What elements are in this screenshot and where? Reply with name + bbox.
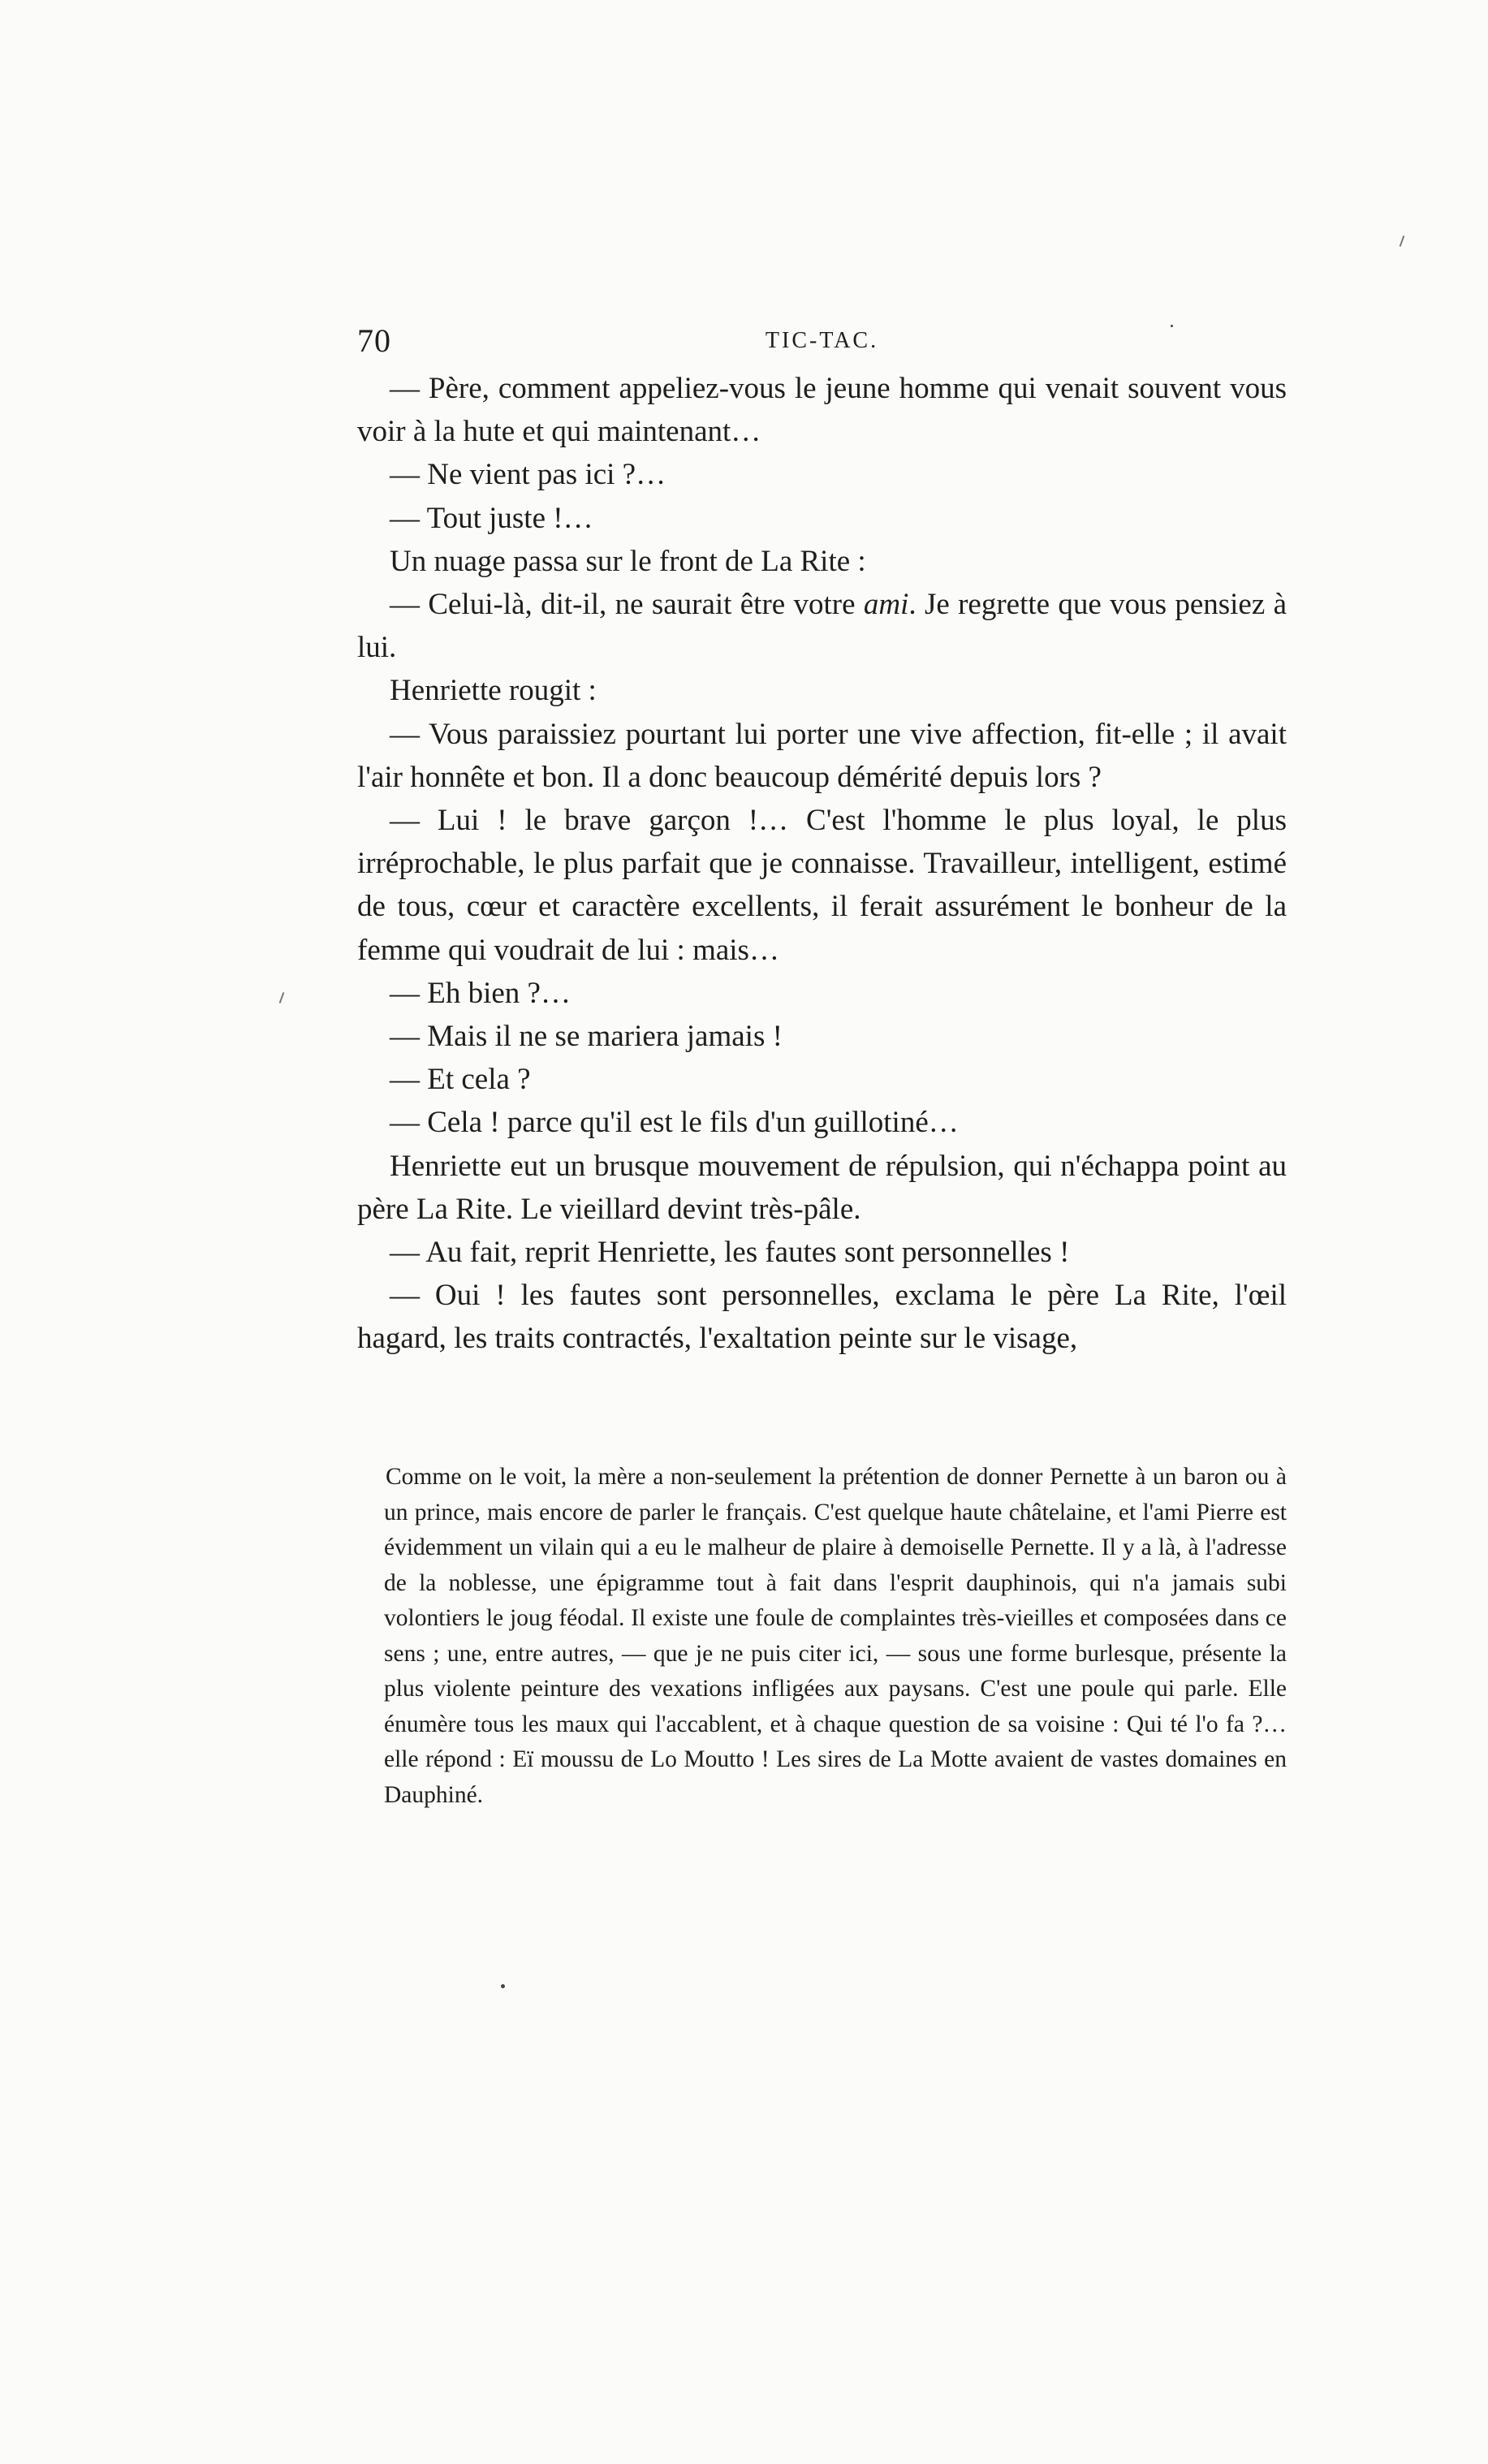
scan-mark (279, 992, 285, 1003)
page-number: 70 (357, 322, 391, 359)
paragraph: — Et cela ? (390, 1063, 531, 1097)
paragraph: — Père, comment appeliez-vous le jeune homme qui venait souvent vous voir à la hute et qui maintenant… (357, 372, 1287, 449)
paragraph: — Cela ! parce qu'il est le fils d'un guillotiné… (390, 1106, 959, 1140)
main-text (357, 367, 1287, 1361)
paragraph: — Au fait, reprit Henriette, les fautes sont personnelles ! (390, 1236, 1070, 1270)
paragraph: Henriette rougit : (390, 674, 597, 708)
paragraph: — Tout juste !… (390, 501, 593, 535)
paragraph: — Mais il ne se mariera jamais ! (390, 1020, 783, 1054)
ink-speck (501, 1984, 505, 1988)
page-header (357, 321, 1287, 370)
paragraph: — Ne vient pas ici ?… (390, 458, 666, 492)
running-title: TIC-TAC. (765, 328, 879, 353)
paragraph: Un nuage passa sur le front de La Rite : (390, 544, 866, 578)
paragraph: — Vous paraissiez pourtant lui porter une vive affection, fit-elle ; il avait l'air honnête et bon. Il a donc beaucoup démérité depuis lors ? (357, 717, 1287, 794)
paragraph: — Eh bien ?… (390, 976, 571, 1010)
scan-mark (1400, 235, 1405, 247)
paragraph: — Celui-là, dit-il, ne saurait être votre ami. Je regrette que vous pensiez à lui. (357, 588, 1287, 665)
footnote-text: Comme on le voit, la mère a non-seulement la prétention de donner Pernette à un baron ou à un prince, mais encore de parler le français. C'est quelque haute châtelaine, et l'ami Pierre est évidemment un vilain qui a eu le malheur de plaire à demoiselle Pernette. Il y a là, à l'adresse de la noblesse, une épigramme tout à fait dans l'esprit dauphinois, qui n'a jamais subi volontiers le joug féodal. Il existe une foule de complaintes très-vieilles et composées dans ce sens ; une, entre autres, — que je ne puis citer ici, — sous une forme burlesque, présente la plus violente peinture des vexations infligées aux paysans. C'est une poule qui parle. Elle énumère tous les maux qui l'accablent, et à chaque question de sa voisine : Qui té l'o fa ?… elle répond : Eï moussu de Lo Moutto ! Les sires de La Motte avaient de vastes domaines en Dauphiné. (384, 1464, 1287, 1808)
footnote (384, 1460, 1287, 1813)
paragraph: — Lui ! le brave garçon !… C'est l'homme le plus loyal, le plus irréprochable, le plus parfait que je connaisse. Travailleur, intelligent, estimé de tous, cœur et caractère excellents, il ferait assurément le bonheur de la femme qui voudrait de lui : mais… (357, 804, 1287, 967)
ink-speck (1171, 325, 1173, 327)
paragraph: Henriette eut un brusque mouvement de répulsion, qui n'échappa point au père La Rite. Le vieillard devint très-pâle. (357, 1149, 1287, 1226)
paragraph: — Oui ! les fautes sont personnelles, exclama le père La Rite, l'œil hagard, les traits contractés, l'exaltation peinte sur le visage, (357, 1279, 1287, 1356)
